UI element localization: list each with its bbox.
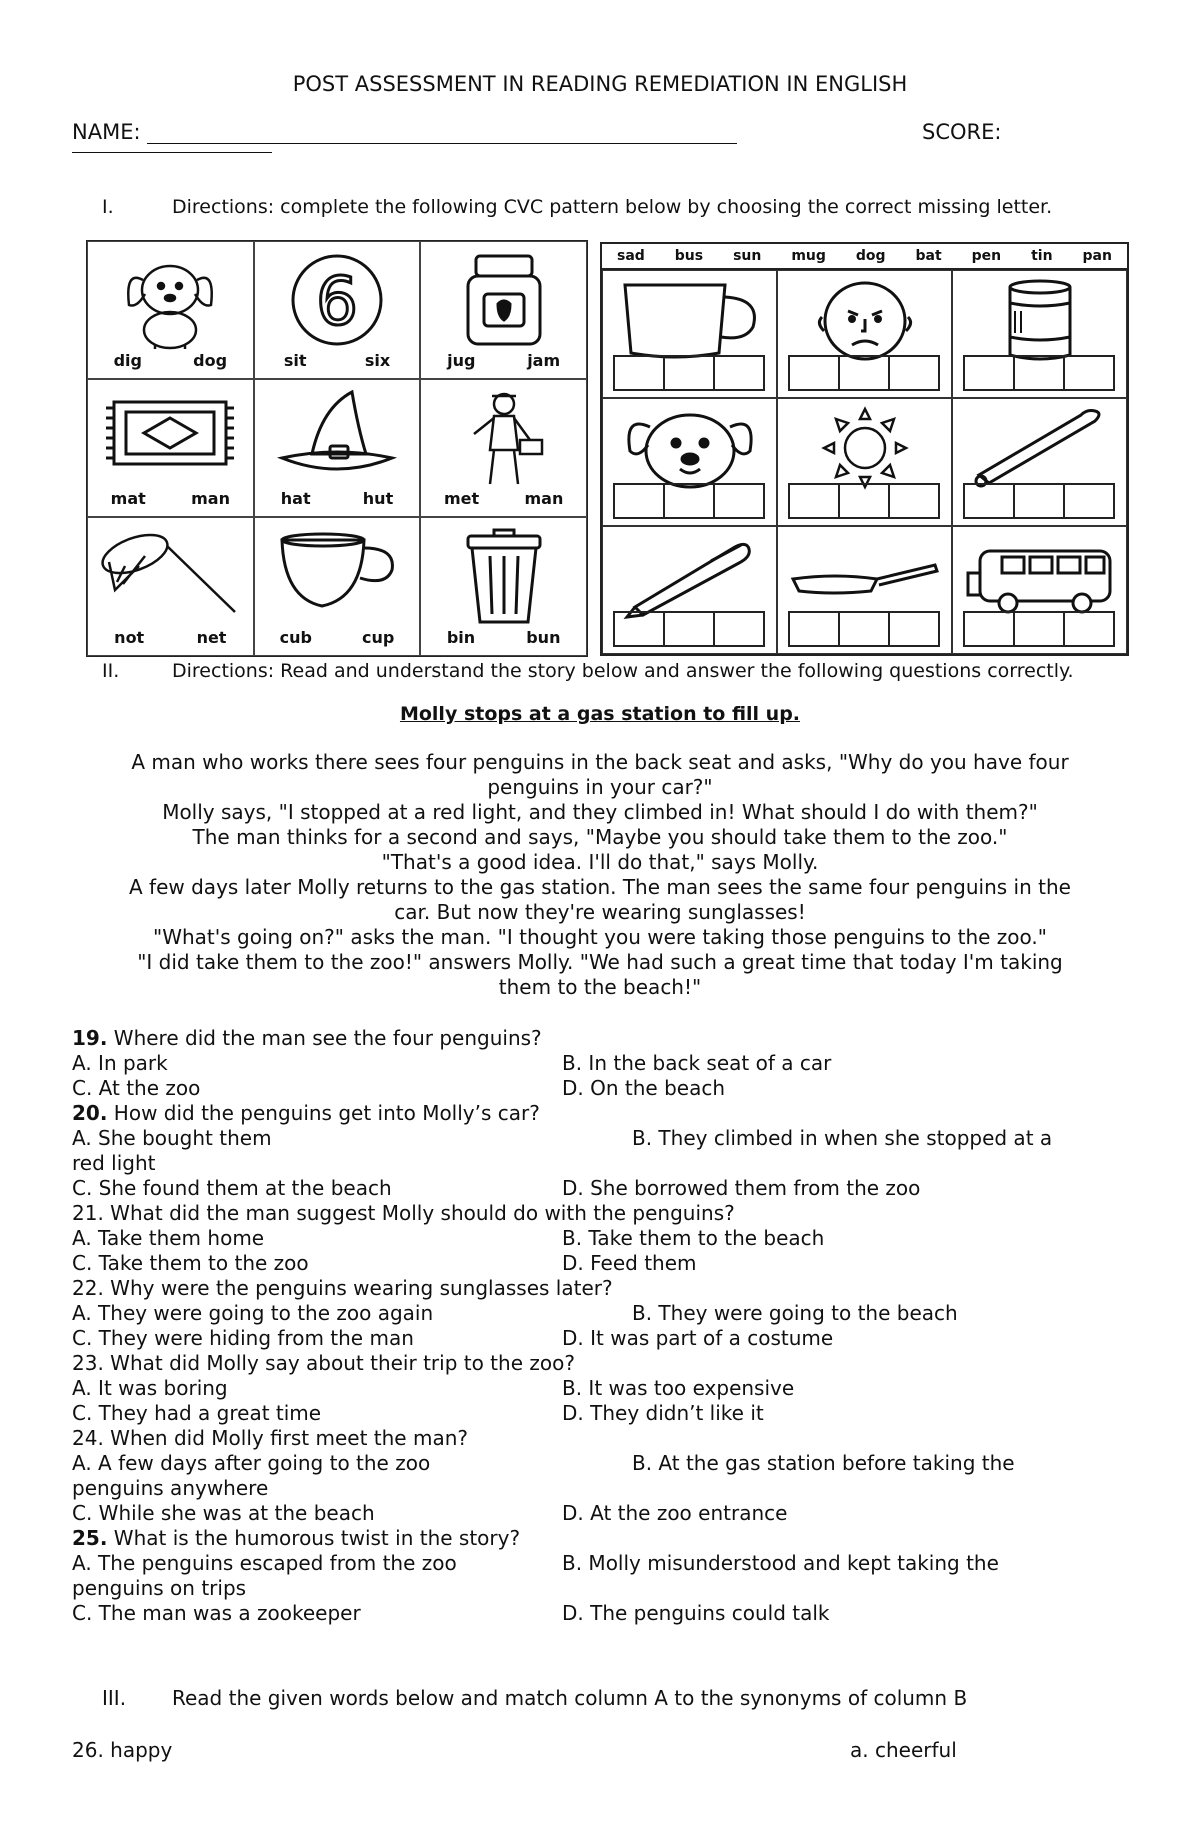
page-title: POST ASSESSMENT IN READING REMEDIATION IN ENGLISH [292,72,908,96]
dog-face-icon [620,405,760,491]
tin-can-icon [995,277,1085,363]
question-stem [72,1101,1132,1126]
picture-card [420,379,587,517]
story-line: A few days later Molly returns to the gas station. The man sees the same four penguins in the [129,875,1071,899]
option-d[interactable]: D. It was part of a costume [562,1326,834,1350]
option-b[interactable]: B. At the gas station before taking the [632,1451,1015,1475]
option-c[interactable]: C. Take them to the zoo [72,1251,309,1275]
option-b[interactable]: B. It was too expensive [562,1376,795,1400]
choice-word[interactable]: dog [193,351,228,370]
choice-word[interactable]: bun [526,628,561,647]
question-text: What did the man suggest Molly should do with the penguins? [103,1201,735,1225]
option-b[interactable]: B. Take them to the beach [562,1226,825,1250]
option-b[interactable]: B. Molly misunderstood and kept taking the [562,1551,999,1575]
letter-boxes[interactable] [790,483,940,519]
option-a[interactable]: A. The penguins escaped from the zoo [72,1551,457,1575]
choice-word[interactable]: hat [280,489,311,508]
bus-icon [960,533,1120,619]
choice-word[interactable]: man [524,489,564,508]
option-wrap: penguins on trips [72,1576,247,1600]
spelling-card [777,270,952,398]
question-list [72,1026,1132,1626]
option-c[interactable]: C. While she was at the beach [72,1501,375,1525]
jam-jar-icon [454,250,554,350]
story-title: Molly stops at a gas station to fill up. [399,703,801,725]
picture-card [420,241,587,379]
choice-word[interactable]: man [191,489,230,508]
bank-word: pen [971,248,1002,264]
option-a[interactable]: A. Take them home [72,1226,265,1250]
question-block [72,1201,1132,1276]
option-row [72,1301,1132,1326]
letter-boxes[interactable] [790,611,940,647]
question-number: 21. [72,1201,104,1225]
option-row [72,1051,1132,1076]
option-a[interactable]: A. In park [72,1051,168,1075]
score-label: SCORE: [922,120,1002,144]
question-number: 23. [72,1351,104,1375]
story-line: A man who works there sees four penguins in the back seat and asks, "Why do you have four [131,750,1069,774]
story-line: car. But now they're wearing sunglasses! [394,900,806,924]
question-text: When did Molly first meet the man? [103,1426,469,1450]
name-line[interactable] [147,121,737,144]
choice-word[interactable]: jug [447,351,476,370]
letter-boxes[interactable] [615,355,765,391]
question-number: 20. [72,1101,108,1125]
choice-word[interactable]: cub [279,628,312,647]
option-c[interactable]: C. The man was a zookeeper [72,1601,361,1625]
option-c[interactable]: C. She found them at the beach [72,1176,392,1200]
option-row [72,1076,1132,1101]
letter-boxes[interactable] [965,611,1115,647]
question-text: What is the humorous twist in the story? [107,1526,521,1550]
question-stem [72,1351,1132,1376]
option-a[interactable]: A. A few days after going to the zoo [72,1451,431,1475]
cup-icon [272,526,402,616]
part2-number: II. [102,660,120,682]
part1-number: I. [102,196,114,218]
option-row [72,1176,1132,1201]
option-d[interactable]: D. Feed them [562,1251,697,1275]
story-line: "That's a good idea. I'll do that," says Molly. [381,850,819,874]
story-line: Molly says, "I stopped at a red light, and they climbed in! What should I do with them?" [162,800,1038,824]
option-c[interactable]: C. They had a great time [72,1401,322,1425]
picture-card [254,241,421,379]
part2-directions-text: Directions: Read and understand the story below and answer the following questions correctly. [172,660,1074,682]
option-c[interactable]: C. They were hiding from the man [72,1326,414,1350]
part1-directions [102,196,1152,221]
picture-card [87,241,254,379]
option-d[interactable]: D. She borrowed them from the zoo [562,1176,921,1200]
bin-icon [454,526,554,626]
option-a[interactable]: A. She bought them [72,1126,272,1150]
part3-number: III. [102,1686,127,1710]
choice-word[interactable]: mat [110,489,146,508]
option-d[interactable]: D. The penguins could talk [562,1601,830,1625]
choice-word[interactable]: bin [446,628,476,647]
question-stem [72,1201,1132,1226]
spelling-card [952,270,1127,398]
spelling-card [952,526,1127,654]
story-line: penguins in your car?" [487,775,713,799]
svg-text:6: 6 [315,263,358,340]
net-icon [95,526,245,621]
question-block [72,1426,1132,1526]
mat-icon [100,388,240,478]
bank-word: pan [1082,248,1112,264]
option-b[interactable]: B. In the back seat of a car [562,1051,832,1075]
story-line: "I did take them to the zoo!" answers Molly. "We had such a great time that today I'm taking [137,950,1063,974]
story-line: "What's going on?" asks the man. "I thought you were taking those penguins to the zoo." [153,925,1047,949]
question-text: Why were the penguins wearing sunglasses later? [103,1276,613,1300]
question-number: 25. [72,1526,108,1550]
choice-word[interactable]: dig [113,351,142,370]
question-number: 19. [72,1026,108,1050]
option-a[interactable]: A. They were going to the zoo again [72,1301,434,1325]
question-text: What did Molly say about their trip to the zoo? [103,1351,575,1375]
part2-directions [102,660,1152,685]
option-wrap: red light [72,1151,156,1175]
question-block [72,1526,1132,1626]
story-text [70,750,1130,1000]
part3-directions [102,1686,1152,1711]
option-row [72,1376,1132,1401]
option-row [72,1226,1132,1251]
spelling-card [602,270,777,398]
letter-boxes[interactable] [615,611,765,647]
bat-icon [965,405,1115,491]
sun-icon [810,405,920,491]
question-block [72,1101,1132,1201]
bank-word: bus [674,248,704,264]
option-b[interactable]: B. They were going to the beach [632,1301,958,1325]
spelling-card [777,526,952,654]
dog-icon [115,250,225,350]
option-d[interactable]: D. At the zoo entrance [562,1501,788,1525]
hat-icon [272,388,402,483]
pen-icon [615,533,765,619]
pan-icon [785,533,945,619]
sad-face-icon [810,277,920,363]
option-d[interactable]: D. On the beach [562,1076,725,1100]
option-a[interactable]: A. It was boring [72,1376,228,1400]
option-row [72,1126,1132,1151]
question-stem [72,1526,1132,1551]
choice-word[interactable]: met [443,489,480,508]
match-item-a: 26. happy [72,1738,173,1762]
match-item-b: a. cheerful [850,1738,957,1762]
choice-word[interactable]: six [364,351,391,370]
spelling-card [952,398,1127,526]
part1-directions-text: Directions: complete the following CVC pattern below by choosing the correct missing letter. [172,196,1053,218]
name-field[interactable] [72,120,737,144]
mug-icon [615,277,765,363]
option-row [72,1326,1132,1351]
option-c[interactable]: C. At the zoo [72,1076,201,1100]
six-icon [287,250,387,350]
question-text: Where did the man see the four penguins? [107,1026,542,1050]
option-row [72,1251,1132,1276]
question-number: 24. [72,1426,104,1450]
choice-word[interactable]: hut [362,489,394,508]
question-block [72,1351,1132,1426]
spelling-card [602,398,777,526]
option-row [72,1601,1132,1626]
bank-word: sad [616,248,645,264]
word-bank [602,244,1127,270]
choice-word[interactable]: not [114,628,145,647]
question-stem [72,1426,1132,1451]
bank-word: mug [791,248,826,264]
choice-word[interactable]: net [196,628,227,647]
story-line: them to the beach!" [498,975,702,999]
picture-card [254,379,421,517]
score-line[interactable] [72,152,272,153]
question-text: How did the penguins get into Molly’s car? [107,1101,540,1125]
option-b[interactable]: B. They climbed in when she stopped at a [632,1126,1053,1150]
cvc-choice-grid [86,240,588,657]
option-row [72,1401,1132,1426]
bank-word: dog [855,248,886,264]
question-stem [72,1276,1132,1301]
bank-word: tin [1031,248,1053,264]
name-label: NAME: [72,120,141,144]
story-line: The man thinks for a second and says, "Maybe you should take them to the zoo." [192,825,1008,849]
letter-boxes[interactable] [965,355,1115,391]
question-block [72,1276,1132,1351]
picture-card [87,379,254,517]
option-d[interactable]: D. They didn’t like it [562,1401,764,1425]
option-row [72,1501,1132,1526]
choice-word[interactable]: jam [527,351,561,370]
letter-boxes[interactable] [965,483,1115,519]
spelling-card [602,526,777,654]
choice-word[interactable]: sit [283,351,307,370]
picture-card [420,517,587,656]
part3-directions-text: Read the given words below and match column A to the synonyms of column B [172,1686,968,1710]
bank-word: bat [915,248,942,264]
option-row [72,1551,1132,1576]
option-row [72,1451,1132,1476]
cvc-spelling-grid [600,242,1129,656]
question-stem [72,1026,1132,1051]
question-block [72,1026,1132,1101]
letter-boxes[interactable] [615,483,765,519]
question-number: 22. [72,1276,104,1300]
letter-boxes[interactable] [790,355,940,391]
picture-card [254,517,421,656]
spelling-card [777,398,952,526]
man-icon [454,388,554,488]
picture-card [87,517,254,656]
bank-word: sun [733,248,762,264]
option-wrap: penguins anywhere [72,1476,269,1500]
choice-word[interactable]: cup [361,628,395,647]
